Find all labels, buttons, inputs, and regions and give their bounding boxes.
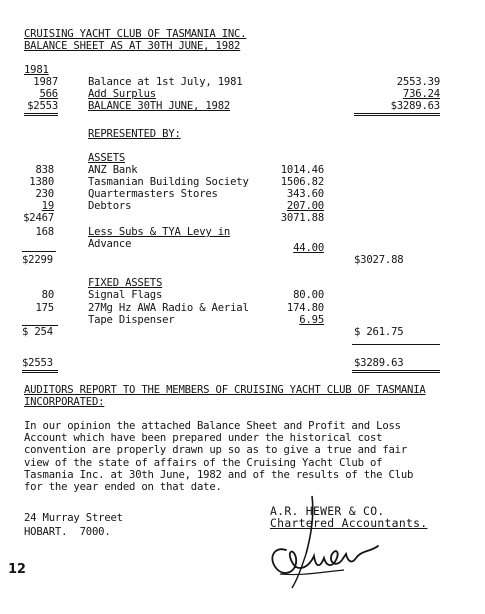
assets-total: $3027.88 xyxy=(354,254,404,266)
opinion-line: for the year ended on that date. xyxy=(24,481,222,494)
prior-total: $2299 xyxy=(22,254,53,266)
summary-value: $3289.63 xyxy=(390,100,440,112)
opinion-line: Account which have been prepared under the historical cost xyxy=(24,432,383,445)
assets-heading: ASSETS xyxy=(88,152,126,164)
address-city: HOBART. 7000. xyxy=(24,526,111,538)
summary-label: Add Surplus xyxy=(88,88,156,100)
less-label-continued: Advance xyxy=(88,238,132,250)
summary-label: BALANCE 30TH JUNE, 1982 xyxy=(88,100,231,112)
grand-prior-total: $2553 xyxy=(22,357,53,369)
summary-value: 736.24 xyxy=(402,88,440,100)
page-number: 12 xyxy=(8,562,26,577)
prior-year-heading: 1981 xyxy=(24,64,49,76)
prior-value: 1380 xyxy=(29,176,54,188)
grand-total: $3289.63 xyxy=(354,357,404,369)
double-rule xyxy=(354,113,440,114)
double-rule xyxy=(352,370,440,371)
prior-value: 19 xyxy=(41,200,54,212)
prior-value: 80 xyxy=(41,289,54,301)
fixed-assets-total: $ 261.75 xyxy=(354,326,404,338)
fixed-asset-amount: 174.80 xyxy=(286,302,324,314)
prior-value: 1987 xyxy=(33,76,58,88)
prior-value: 566 xyxy=(39,88,58,100)
auditors-heading: AUDITORS REPORT TO THE MEMBERS OF CRUISING YACHT CLUB OF TASMANIA xyxy=(24,384,426,396)
fixed-prior-total: $ 254 xyxy=(22,326,53,338)
double-rule xyxy=(24,115,58,116)
asset-label: Debtors xyxy=(88,200,132,212)
club-title: CRUISING YACHT CLUB OF TASMANIA INC. xyxy=(24,28,247,40)
asset-amount: 343.60 xyxy=(286,188,324,200)
prior-subtotal: $2467 xyxy=(23,212,54,224)
double-rule xyxy=(24,113,58,114)
summary-label: Balance at 1st July, 1981 xyxy=(88,76,243,88)
double-rule xyxy=(352,372,440,373)
less-label: Less Subs & TYA Levy in xyxy=(88,226,231,238)
summary-value: 2553.39 xyxy=(396,76,440,88)
prior-value: 838 xyxy=(35,164,54,176)
assets-subtotal: 3071.88 xyxy=(280,212,324,224)
prior-value: 175 xyxy=(35,302,54,314)
prior-value: $2553 xyxy=(27,100,58,112)
fixed-asset-amount: 6.95 xyxy=(299,314,324,326)
balance-sheet-title: BALANCE SHEET AS AT 30TH JUNE, 1982 xyxy=(24,40,241,52)
double-rule xyxy=(22,372,58,373)
asset-label: Quartermasters Stores xyxy=(88,188,218,200)
asset-amount: 207.00 xyxy=(286,200,324,212)
opinion-line: Tasmania Inc. at 30th June, 1982 and of the results of the Club xyxy=(24,468,414,481)
signature xyxy=(262,492,392,594)
fixed-asset-amount: 80.00 xyxy=(293,289,324,301)
fixed-assets-heading: FIXED ASSETS xyxy=(88,277,163,289)
asset-amount: 1506.82 xyxy=(280,176,324,188)
address-street: 24 Murray Street xyxy=(24,512,123,524)
opinion-line: view of the state of affairs of the Cruising Yacht Club of xyxy=(24,456,383,469)
prior-value: 230 xyxy=(35,188,54,200)
asset-amount: 1014.46 xyxy=(280,164,324,176)
fixed-asset-label: 27Mg Hz AWA Radio & Aerial xyxy=(88,302,249,314)
opinion-line: convention are properly drawn up so as to give a true and fair xyxy=(24,444,408,457)
auditors-opinion xyxy=(24,420,464,493)
auditors-heading-continued: INCORPORATED: xyxy=(24,396,105,408)
auditor-firm-subtitle: Chartered Accountants. xyxy=(270,516,428,530)
asset-label: Tasmanian Building Society xyxy=(88,176,249,188)
auditor-firm: A.R. HEWER & CO. xyxy=(270,504,385,518)
opinion-line: In our opinion the attached Balance Sheet and Profit and Loss xyxy=(24,420,401,432)
represented-by-heading: REPRESENTED BY: xyxy=(88,128,181,140)
double-rule xyxy=(354,115,440,116)
less-amount: 44.00 xyxy=(293,242,324,254)
prior-value: 168 xyxy=(35,226,54,238)
fixed-asset-label: Tape Dispenser xyxy=(88,314,175,326)
rule xyxy=(22,251,56,252)
fixed-asset-label: Signal Flags xyxy=(88,289,163,301)
asset-label: ANZ Bank xyxy=(88,164,138,176)
rule xyxy=(352,344,440,345)
double-rule xyxy=(22,370,58,371)
